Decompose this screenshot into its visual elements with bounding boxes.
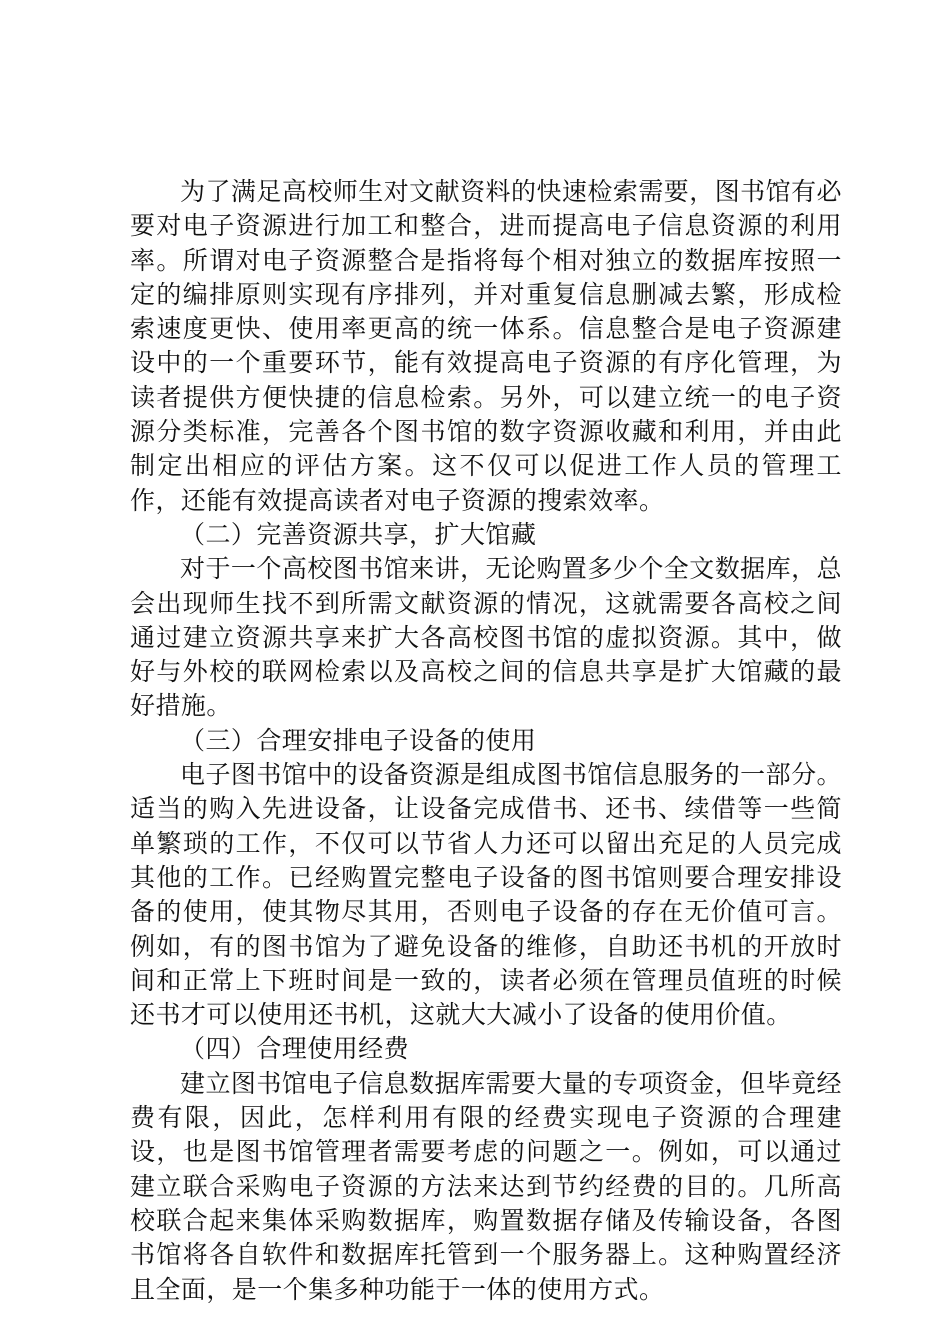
section-heading-funding: （四）合理使用经费 — [180, 1034, 410, 1064]
document-page — [130, 175, 842, 1307]
section-heading-equipment-usage: （三）合理安排电子设备的使用 — [180, 725, 537, 755]
paragraph-resource-sharing: 对于一个高校图书馆来讲，无论购置多少个全文数据库，总会出现师生找不到所需文献资源的情况，这就需要各高校之间通过建立资源共享来扩大各高校图书馆的虚拟资源。其中，做好与外校的联网检索以及高校之间的信息共享是扩大馆藏的最好措施。 — [130, 554, 842, 721]
section-heading-resource-sharing: （二）完善资源共享，扩大馆藏 — [180, 519, 537, 549]
paragraph-resource-integration: 为了满足高校师生对文献资料的快速检索需要，图书馆有必要对电子资源进行加工和整合，进而提高电子信息资源的利用率。所谓对电子资源整合是指将每个相对独立的数据库按照一定的编排原则实现有序排列，并对重复信息删减去繁，形成检索速度更快、使用率更高的统一体系。信息整合是电子资源建设中的一个重要环节，能有效提高电子资源的有序化管理，为读者提供方便快捷的信息检索。另外，可以建立统一的电子资源分类标准，完善各个图书馆的数字资源收藏和利用，并由此制定出相应的评估方案。这不仅可以促进工作人员的管理工作，还能有效提高读者对电子资源的搜索效率。 — [130, 177, 842, 515]
paragraph-funding: 建立图书馆电子信息数据库需要大量的专项资金，但毕竟经费有限，因此，怎样利用有限的经费实现电子资源的合理建设，也是图书馆管理者需要考虑的问题之一。例如，可以通过建立联合采购电子资源的方法来达到节约经费的目的。几所高校联合起来集体采购数据库，购置数据存储及传输设备，各图书馆将各自软件和数据库托管到一个服务器上。这种购置经济且全面，是一个集多种功能于一体的使用方式。 — [130, 1068, 842, 1304]
paragraph-equipment-usage: 电子图书馆中的设备资源是组成图书馆信息服务的一部分。适当的购入先进设备，让设备完成借书、还书、续借等一些简单繁琐的工作，不仅可以节省人力还可以留出充足的人员完成其他的工作。已经购置完整电子设备的图书馆则要合理安排设备的使用，使其物尽其用，否则电子设备的存在无价值可言。例如，有的图书馆为了避免设备的维修，自助还书机的开放时间和正常上下班时间是一致的，读者必须在管理员值班的时候还书才可以使用还书机，这就大大减小了设备的使用价值。 — [130, 760, 842, 1030]
